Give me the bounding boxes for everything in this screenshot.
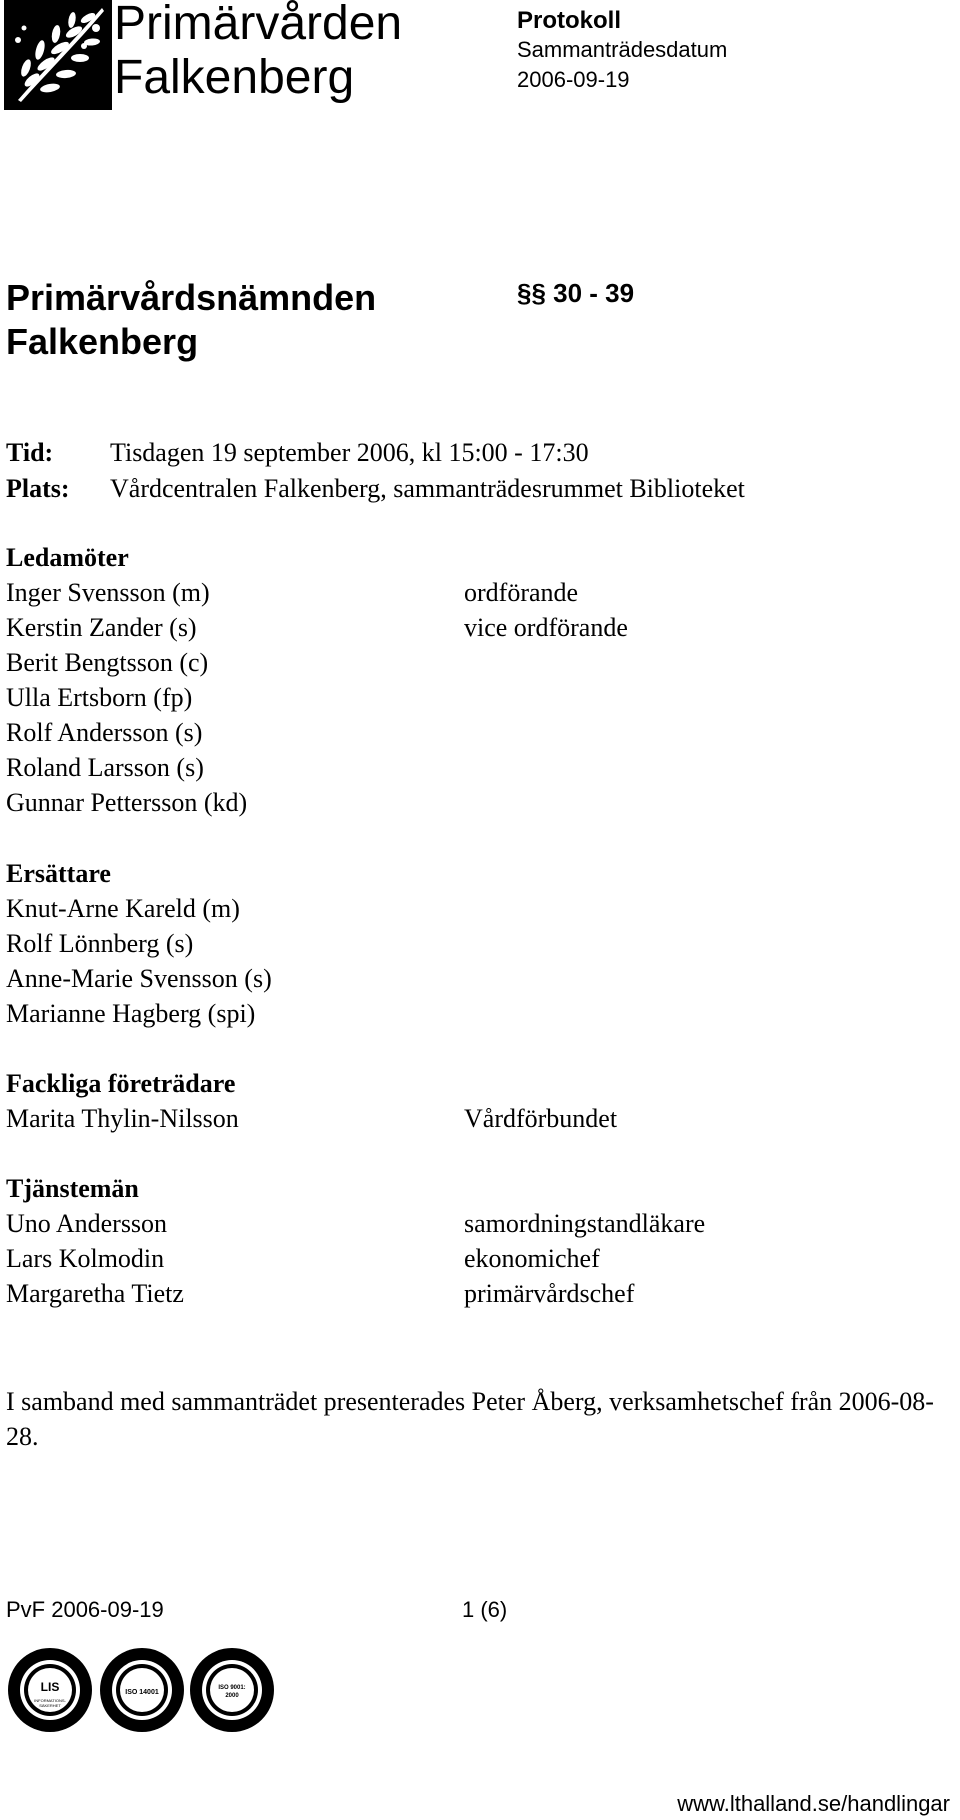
iso14001-certification-seal-icon (100, 1648, 184, 1732)
official-name: Uno Andersson (6, 1209, 168, 1238)
document-type: Protokoll (517, 7, 622, 34)
members-heading: Ledamöter (6, 543, 129, 572)
member-name: Ulla Ertsborn (fp) (6, 683, 193, 712)
member-row (6, 575, 936, 610)
certification-seal-icons (6, 1644, 276, 1736)
footer-page-number: 1 (6) (462, 1597, 508, 1622)
substitute-row (6, 891, 936, 926)
svg-text:LIS: LIS (40, 1680, 60, 1694)
board-title (6, 276, 376, 364)
meeting-place-value: Vårdcentralen Falkenberg, sammanträdesrummet Biblioteket (110, 474, 745, 503)
footer-document-id: PvF 2006-09-19 (6, 1597, 164, 1622)
official-name: Lars Kolmodin (6, 1244, 165, 1273)
member-row (6, 610, 936, 645)
member-name: Kerstin Zander (s) (6, 613, 197, 642)
meeting-time-value: Tisdagen 19 september 2006, kl 15:00 - 17:30 (110, 438, 589, 467)
svg-text:INFORMATIONS-: INFORMATIONS- (34, 1698, 66, 1703)
substitute-name: Rolf Lönnberg (s) (6, 929, 194, 958)
official-role: primärvårdschef (464, 1279, 635, 1308)
substitute-name: Marianne Hagberg (spi) (6, 999, 256, 1028)
union-rep-role: Vårdförbundet (464, 1104, 618, 1133)
officials-section (6, 1171, 936, 1311)
official-name: Margaretha Tietz (6, 1279, 184, 1308)
members-section (6, 540, 936, 820)
substitutes-heading: Ersättare (6, 859, 111, 888)
logo-text-line2: Falkenberg (114, 51, 355, 104)
member-role: ordförande (464, 578, 579, 607)
union-rep-name: Marita Thylin-Nilsson (6, 1104, 239, 1133)
iso9001-certification-seal-icon (190, 1648, 274, 1732)
substitute-row (6, 926, 936, 961)
meeting-note: I samband med sammanträdet presenterades Peter Åberg, verksamhetschef från 2006-08-28. (6, 1387, 934, 1451)
substitute-name: Knut-Arne Kareld (m) (6, 894, 240, 923)
board-title-line2: Falkenberg (6, 321, 199, 362)
substitutes-section (6, 856, 936, 1031)
official-row (6, 1276, 936, 1311)
member-name: Gunnar Pettersson (kd) (6, 788, 248, 817)
svg-text:ISO 9001:: ISO 9001: (218, 1685, 246, 1691)
board-title-line1: Primärvårdsnämnden (6, 277, 377, 318)
officials-heading: Tjänstemän (6, 1174, 139, 1203)
meeting-place-label: Plats: (6, 474, 70, 503)
meeting-time-row (6, 436, 589, 470)
member-row (6, 785, 936, 820)
organization-logo (4, 0, 403, 110)
meeting-place-row (6, 472, 745, 506)
lis-certification-seal-icon (8, 1648, 92, 1732)
meeting-time-label: Tid: (6, 438, 54, 467)
footer-url: www.lthalland.se/handlingar (677, 1791, 950, 1816)
svg-text:2000: 2000 (225, 1693, 239, 1699)
member-name: Roland Larsson (s) (6, 753, 204, 782)
member-name: Inger Svensson (m) (6, 578, 210, 607)
official-role: ekonomichef (464, 1244, 600, 1273)
meeting-date-label: Sammanträdesdatum (517, 37, 728, 62)
substitute-row (6, 996, 936, 1031)
official-role: samordningstandläkare (464, 1209, 706, 1238)
substitute-row (6, 961, 936, 996)
svg-text:SÄKERHET: SÄKERHET (39, 1703, 61, 1708)
member-row (6, 645, 936, 680)
substitute-name: Anne-Marie Svensson (s) (6, 964, 272, 993)
official-row (6, 1206, 936, 1241)
svg-text:ISO 14001: ISO 14001 (125, 1689, 159, 1696)
laurel-wreath-icon (4, 0, 112, 110)
official-row (6, 1241, 936, 1276)
member-row (6, 680, 936, 715)
member-row (6, 750, 936, 785)
union-heading: Fackliga företrädare (6, 1069, 236, 1098)
member-name: Berit Bengtsson (c) (6, 648, 209, 677)
meeting-date-value: 2006-09-19 (517, 67, 630, 92)
member-name: Rolf Andersson (s) (6, 718, 203, 747)
paragraph-range: §§ 30 - 39 (517, 278, 635, 308)
member-row (6, 715, 936, 750)
union-row (6, 1101, 936, 1136)
union-section (6, 1066, 936, 1136)
logo-text-line1: Primärvården (114, 0, 403, 50)
member-role: vice ordförande (464, 613, 628, 642)
certification-seals (6, 1644, 276, 1736)
